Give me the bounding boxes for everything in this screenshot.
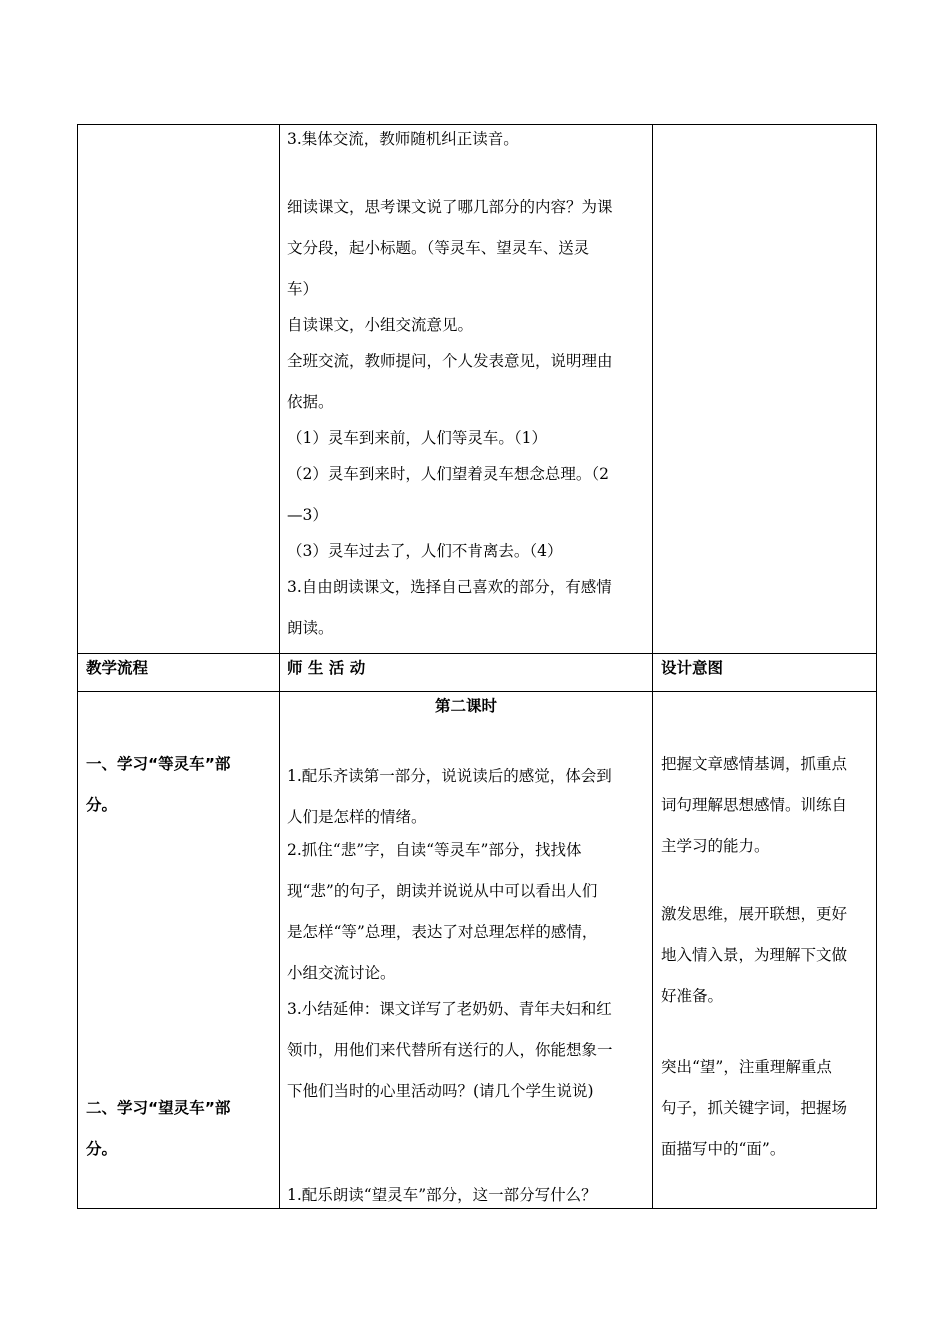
header-row-top-border [77,653,877,654]
activity-line: 现“悲”的句子，朗读并说说从中可以看出人们 [287,882,598,900]
design-intent-line: 把握文章感情基调，抓重点 [661,755,848,773]
design-intent-line: 面描写中的“面”。 [661,1140,786,1158]
design-intent-line: 好准备。 [661,987,724,1005]
column-divider-1 [279,124,280,1209]
column-divider-2 [652,124,653,1209]
activity-line: 小组交流讨论。 [287,964,396,982]
header-teaching-process: 教学流程 [86,659,149,677]
design-intent-line: 句子，抓关键字词，把握场 [661,1099,848,1117]
design-intent-line: 地入情入景，为理解下文做 [661,946,848,964]
activity-line: 下他们当时的心里活动吗？(请几个学生说说) [287,1082,594,1100]
table-top-border [77,124,877,125]
activity-line: 车） [287,280,319,298]
design-intent-line: 激发思维，展开联想，更好 [661,905,848,923]
activity-line: 人们是怎样的情绪。 [287,808,427,826]
activity-line: 2.抓住“悲”字，自读“等灵车”部分，找找体 [287,841,582,859]
header-teacher-student-activity: 师 生 活 动 [287,659,366,677]
activity-line: 领巾，用他们来代替所有送行的人，你能想象一 [287,1041,613,1059]
activity-line: 细读课文，思考课文说了哪几部分的内容？为课 [287,198,613,216]
process-step: 一、学习“等灵车”部 [86,755,231,773]
activity-line: （3）灵车过去了，人们不肯离去。（4） [287,542,563,560]
activity-line: 朗读。 [287,619,334,637]
lesson-title: 第二课时 [434,697,497,715]
activity-line: （1）灵车到来前，人们等灵车。（1） [287,429,547,447]
activity-line: 自读课文，小组交流意见。 [287,316,474,334]
table-bottom-border [77,1208,877,1209]
activity-line: —3） [287,506,328,524]
activity-line: 3.自由朗读课文，选择自己喜欢的部分，有感情 [287,578,612,596]
process-step: 分。 [86,1140,118,1158]
table-right-border [876,124,877,1209]
activity-line: 文分段，起小标题。（等灵车、望灵车、送灵 [287,239,590,257]
activity-line: 依据。 [287,393,334,411]
table-left-border [77,124,78,1209]
activity-line: 1.配乐齐读第一部分，说说读后的感觉，体会到 [287,767,612,785]
process-step: 二、学习“望灵车”部 [86,1099,231,1117]
design-intent-line: 突出“望”，注重理解重点 [661,1058,832,1076]
process-step: 分。 [86,796,118,814]
activity-line: 全班交流，教师提问，个人发表意见，说明理由 [287,352,613,370]
header-design-intent: 设计意图 [661,659,724,677]
design-intent-line: 词句理解思想感情。训练自 [661,796,848,814]
design-intent-line: 主学习的能力。 [661,837,770,855]
header-row-bottom-border [77,691,877,692]
activity-line: 是怎样“等”总理，表达了对总理怎样的感情， [287,923,598,941]
activity-line: 3.小结延伸：课文详写了老奶奶、青年夫妇和红 [287,1000,612,1018]
activity-line: 3.集体交流，教师随机纠正读音。 [287,130,519,148]
activity-line: （2）灵车到来时，人们望着灵车想念总理。（2 [287,465,609,483]
activity-line: 1.配乐朗读“望灵车”部分，这一部分写什么？ [287,1186,597,1204]
